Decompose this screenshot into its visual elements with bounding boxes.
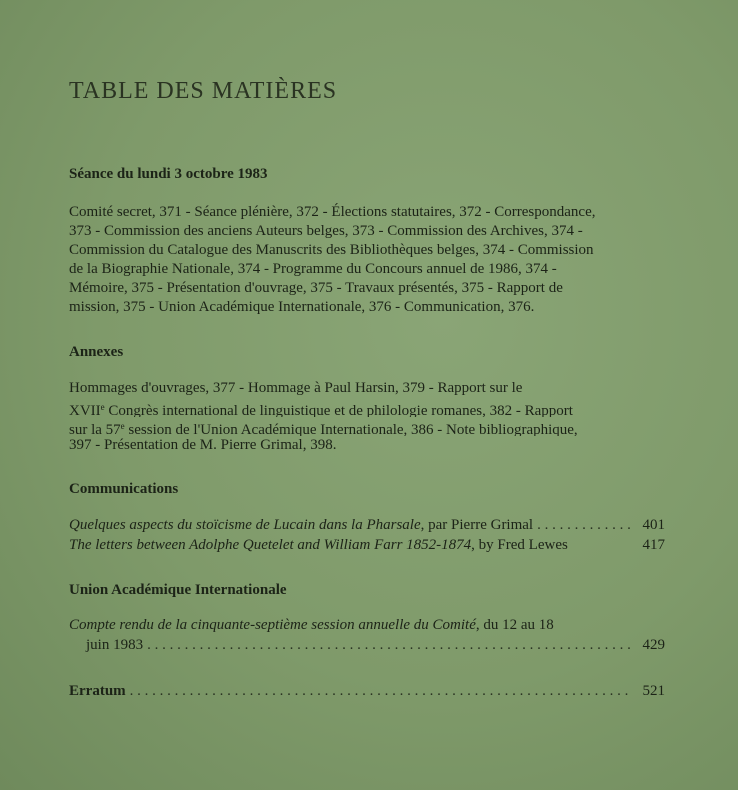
- toc-entry-communication: [69, 517, 665, 536]
- dot-leader: [147, 637, 633, 654]
- entry-date: , du 12 au 18: [475, 617, 554, 633]
- entry-title: The letters between Adolphe Quetelet and William Farr 1852-1874: [69, 537, 472, 553]
- seance-line: Comité secret, 371 - Séance plénière, 372 - Élections statutaires, 372 - Correspondance,: [69, 204, 596, 220]
- section-heading-annexes: Annexes: [69, 344, 124, 360]
- entry-author: , by Fred Lewes: [471, 537, 568, 553]
- annexes-line: XVIIe Congrès international de linguistique et de philologie romanes, 382 - Rapport: [69, 402, 573, 417]
- seance-paragraph: [69, 203, 671, 317]
- annexes-line: sur la 57e session de l'Union Académique Internationale, 386 - Note bibliographique,: [69, 421, 578, 436]
- entry-author: , par Pierre Grimal: [420, 517, 534, 533]
- entry-title: Quelques aspects du stoïcisme de Lucain dans la Pharsale: [69, 517, 421, 533]
- entry-page: 429: [642, 637, 665, 653]
- toc-entry-erratum: [69, 683, 665, 702]
- section-heading-uai: Union Académique Internationale: [69, 582, 287, 598]
- toc-entry-communication: [69, 537, 665, 556]
- entry-page: 417: [642, 537, 665, 553]
- annexes-line: 397 - Présentation de M. Pierre Grimal, 398.: [69, 437, 337, 453]
- page-title: TABLE DES MATIÈRES: [69, 78, 338, 104]
- entry-date-cont: juin 1983: [86, 637, 144, 653]
- seance-line: Mémoire, 375 - Présentation d'ouvrage, 375 - Travaux présentés, 375 - Rapport de: [69, 280, 563, 296]
- dot-leader: [537, 517, 633, 534]
- dot-leader: [130, 683, 633, 700]
- annexes-paragraph: [69, 379, 671, 455]
- erratum-label: Erratum: [69, 683, 126, 699]
- seance-line: 373 - Commission des anciens Auteurs belges, 373 - Commission des Archives, 374 -: [69, 223, 583, 239]
- seance-line: Commission du Catalogue des Manuscrits des Bibliothèques belges, 374 - Commission: [69, 242, 594, 258]
- section-heading-seance: Séance du lundi 3 octobre 1983: [69, 166, 268, 182]
- entry-title: Compte rendu de la cinquante-septième session annuelle du Comité: [69, 617, 476, 633]
- annexes-line: Hommages d'ouvrages, 377 - Hommage à Paul Harsin, 379 - Rapport sur le: [69, 380, 523, 396]
- toc-entry-uai-line2: [86, 637, 665, 656]
- toc-entry-uai-line1: [69, 617, 665, 636]
- entry-page: 521: [642, 683, 665, 699]
- entry-page: 401: [642, 517, 665, 533]
- section-heading-communications: Communications: [69, 481, 179, 497]
- seance-line: mission, 375 - Union Académique Internationale, 376 - Communication, 376.: [69, 299, 535, 315]
- seance-line: de la Biographie Nationale, 374 - Programme du Concours annuel de 1986, 374 -: [69, 261, 557, 277]
